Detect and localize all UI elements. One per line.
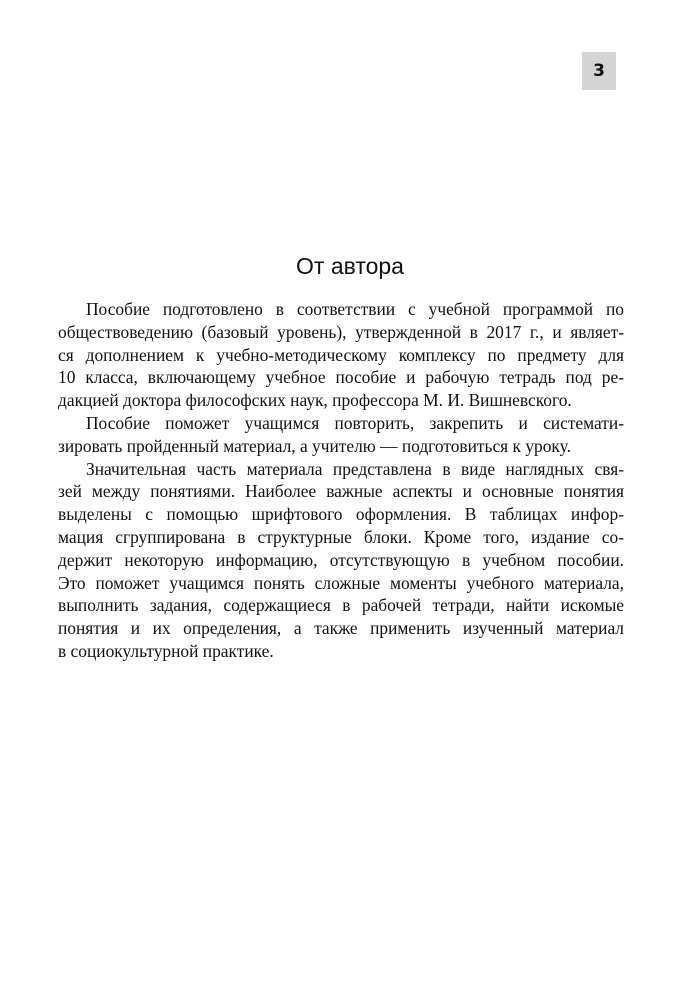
text-line: держит некоторую информацию, отсутствующую в учебном пособии. (58, 549, 624, 570)
text-line: понятия и их определения, а также применить изученный материал (58, 618, 624, 639)
page-number-badge (582, 52, 616, 90)
text-line: Значительная часть материала представлена в виде наглядных свя- (86, 458, 624, 479)
text-line: обществоведению (базовый уровень), утвержденной в 2017 г., и являет- (58, 321, 624, 342)
text-line: мация сгруппирована в структурные блоки. Кроме того, издание со- (58, 526, 624, 547)
text-line: выделены с помощью шрифтового оформления. В таблицах инфор- (58, 504, 624, 525)
text-line: выполнить задания, содержащиеся в рабочей тетради, найти искомые (58, 595, 624, 616)
text-line: ся дополнением к учебно-методическому комплексу по предмету для (58, 344, 624, 365)
section-heading: От автора (296, 253, 404, 279)
text-line: дакцией доктора философских наук, профессора М. И. Вишневского. (58, 390, 572, 411)
text-line: 10 класса, включающему учебное пособие и рабочую тетрадь под ре- (58, 367, 624, 388)
text-line: в социокультурной практике. (58, 640, 274, 661)
text-line: Пособие подготовлено в соответствии с учебной программой по (86, 299, 624, 319)
text-line: Это поможет учащимся понять сложные моменты учебного материала, (58, 572, 624, 593)
text-line: Пособие поможет учащимся повторить, закрепить и системати- (86, 412, 624, 433)
page-number: 3 (593, 61, 605, 81)
text-line: зировать пройденный материал, а учителю — подготовиться к уроку. (58, 435, 571, 456)
body-text (58, 298, 624, 663)
text-line: зей между понятиями. Наиболее важные аспекты и основные понятия (58, 481, 624, 502)
